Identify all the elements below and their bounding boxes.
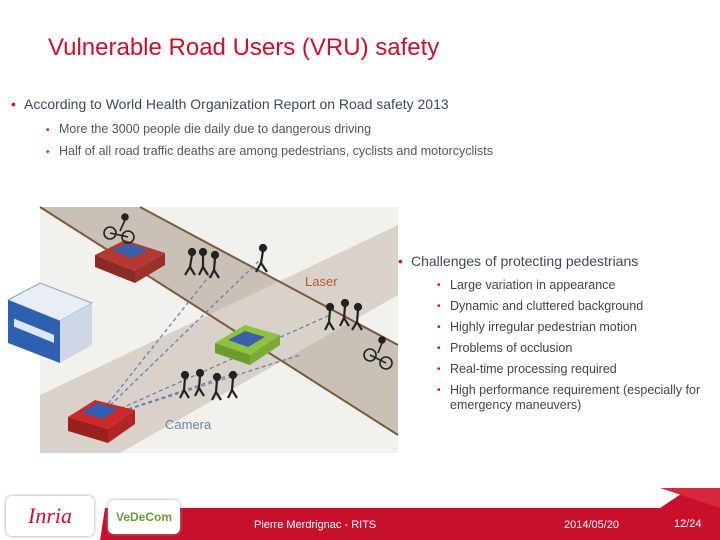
main-bullet-text: According to World Health Organization Report on Road safety 2013 — [24, 96, 449, 112]
sub-bullet: • More the 3000 people die daily due to dangerous driving — [46, 122, 372, 136]
challenge-item: • Dynamic and cluttered background — [437, 299, 644, 313]
challenge-item: • High performance requirement (especially for emergency maneuvers) — [437, 383, 701, 412]
slide-title: Vulnerable Road Users (VRU) safety — [48, 34, 440, 61]
footer-author: Pierre Merdrignac - RITS — [254, 519, 377, 531]
challenge-item: • Real-time processing required — [437, 362, 617, 376]
inria-logo: Inria — [6, 496, 94, 536]
road-scene-illustration — [0, 195, 400, 460]
sub-bullet: • Half of all road traffic deaths are among pedestrians, cyclists and motorcyclists — [46, 144, 493, 158]
challenge-item: • Problems of occlusion — [437, 341, 573, 355]
camera-label: Camera — [165, 417, 212, 432]
page-number: 12/24 — [674, 518, 702, 530]
challenge-item: • Highly irregular pedestrian motion — [437, 320, 637, 334]
vedecom-logo: VeDeCom — [108, 500, 180, 534]
challenge-item: • Large variation in appearance — [437, 278, 616, 292]
challenges-list — [437, 275, 717, 416]
challenges-heading: • Challenges of protecting pedestrians — [398, 253, 639, 269]
sub-bullet-list — [46, 119, 493, 163]
main-bullet: • According to World Health Organization Report on Road safety 2013 — [11, 96, 449, 112]
footer-date: 2014/05/20 — [564, 519, 620, 531]
laser-label: Laser — [305, 274, 338, 289]
